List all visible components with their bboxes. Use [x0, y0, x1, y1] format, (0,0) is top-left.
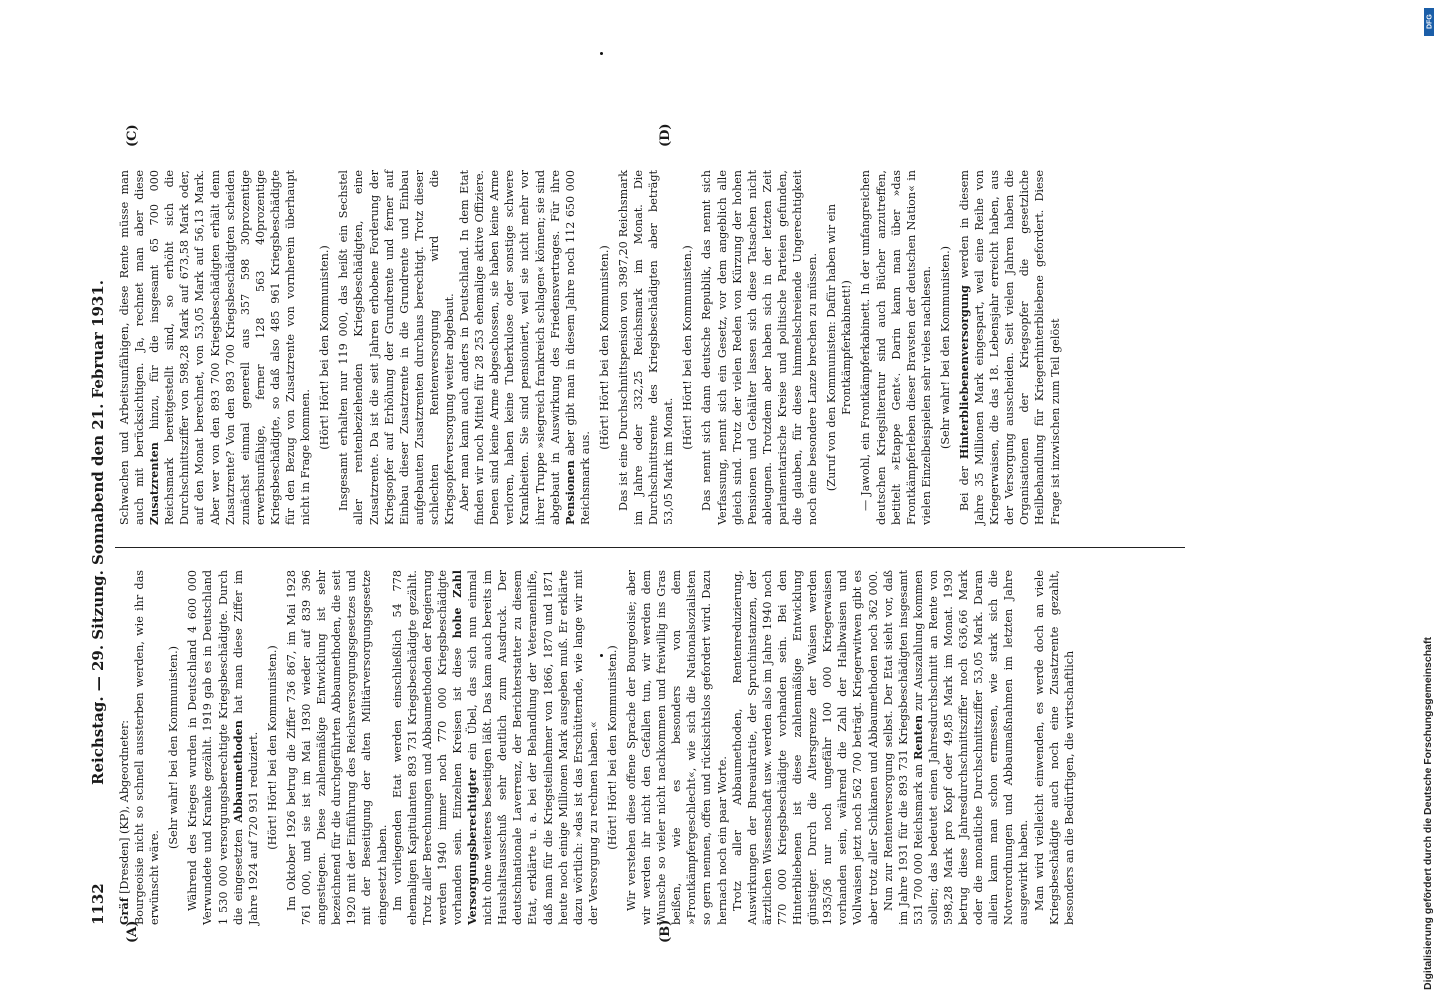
text-run: zur Auszahlung kommen sollen; das bedeutet einen Jahresdurchschnitt an Rente von 598,28 Mark pro Kopf oder 49,85 Mark im Monat. 1930 betrug diese Jahresdurchschnittsziffer noch 636,66 Mark oder die monatliche Durchschnittsziffer 53,05 Mark. Daran allein kann man schon ermessen, wie stark sich die Notverordnungen und Abbaumaßnahmen im letzten Jahre ausgewirkt haben. [911, 570, 1031, 925]
interjection: (Sehr wahr! bei den Kommunisten.) [167, 645, 181, 850]
paragraph [185, 570, 260, 925]
text-run: Nun zur Rentenversorgung selbst. Der Etat sieht vor, daß im Jahre 1931 für die 893 731 Kriegsbeschädigten insgesamt 531 700 000 Reichsmark an [881, 570, 925, 925]
text-run: hinzu, für die insgesamt 65 700 000 Reichsmark bereitgestellt sind, so erhöht sich die Durchschnittsziffer von 598,28 Mark auf 673,58 Mark oder, auf den Monat berechnet, von 53,05 Mark auf 56,13 Mark. Aber wer von den 893 700 Kriegsbeschädigten erhält denn Zusatzrente? Von den 893 700 Kriegsbeschädigten scheiden zunächst einmal generell aus 357 598 30prozentige erwerbsunfähige, ferner 128 563 40prozentige Kriegsbeschädigte, so daß also 485 961 Kriegsbeschädigte für den Bezug von Zusatzrente von vornherein überhaupt nicht in Frage kommen. [148, 170, 313, 525]
paragraph [390, 570, 601, 925]
text-run: Während des Krieges wurden in Deutschland 4 600 000 Verwundete und Kranke gezählt. 1919 gab es in Deutschland 1 530 000 versorgungsberechtigte Kriegsbeschädigte. Durch die eingesetzten [186, 570, 245, 925]
interjection: (Sehr wahr! bei den Kommunisten.) [938, 245, 952, 450]
text-run: aber gibt man in diesem Jahre noch 112 650 000 Reichsmark aus. [563, 170, 592, 525]
running-head [85, 95, 115, 925]
interjection: (Hört! Hört! bei den Kommunisten.) [681, 245, 695, 450]
margin-marker-d: (D) [658, 123, 673, 147]
emphasis: Pensionen [562, 460, 577, 525]
text-run: Schwachen und Arbeitsunfähigen, diese Rente müsse man auch mit berücksichtigen. Ja, rechnet man aber diese [118, 170, 147, 525]
margin-marker-c: (C) [125, 124, 140, 147]
paragraph [881, 570, 1032, 925]
text-run: Bei der [957, 459, 971, 511]
page-number: 1132 [89, 883, 107, 925]
margin-marker-b: (B) [658, 919, 673, 943]
speaker-suffix: [Dresden] (KP), Abgeordneter: [118, 719, 131, 898]
scan-speck [600, 654, 603, 657]
interjection: (Hört! Hört! bei den Kommunisten.) [597, 245, 611, 450]
interjection: (Zuruf von den Kommunisten: Dafür haben wir ein Frontkämpferkabinett!) [825, 203, 854, 492]
paragraph: Das nennt sich dann deutsche Republik, das nennt sich Verfassung, nennt sich ein Gesetz, vor dem angeblich alle gleich sind. Trotz der vielen Reden von Kürzung der hohen Pensionen und Gehälter lassen sich diese Tatsachen nicht ableugnen. Trotzdem aber haben sich in der letzten Zeit parlamentarische Kreise und politische Parteien gefunden, die glauben, für diese himmelschreiende Ungerechtigkeit noch eine besondere Lanze brechen zu müssen. [700, 170, 820, 525]
text-run: hat man diese Ziffer im Jahre 1924 auf 720 931 reduziert. [231, 569, 260, 925]
rotated-document-page [85, 95, 1195, 943]
paragraph [457, 170, 593, 525]
emphasis: Hinterbliebenenversorgung [956, 285, 971, 460]
paragraph: Im Oktober 1926 betrug die Ziffer 736 867, im Mai 1928 761 000, und sie ist im Mai 1930 wieder auf 839 396 angestiegen. Diese zahlenmäßige Entwicklung ist sehr bezeichnend für die durchgeführten Abbaumethoden, die seit 1920 mit der Einführung des Reichsversorgungsgesetzes und mit der Beseitigung der alten Militärversorgungsgesetze eingesetzt haben. [284, 570, 389, 925]
page-header-title: Reichstag. — 29. Sitzung. Sonnabend den 21. Februar 1931. [89, 279, 107, 785]
paragraph: Man wird vielleicht einwenden, es werde doch an viele Kriegsbeschädigte auch noch eine Zusatzrente gezahlt, besonders an die Bedürftigen, die wirtschaftlich [1032, 570, 1076, 925]
emphasis: Zusatzrenten [147, 442, 162, 525]
interjection: (Hört! Hört! bei den Kommunisten.) [605, 645, 619, 850]
paragraph: — Jawohl, ein Frontkämpferkabinett. In der umfangreichen deutschen Kriegsliteratur sind auch Bücher anzutreffen, betitelt »Etappe Gent«. Darin kann man über »das Frontkämpferleben dieser Bravsten der deutschen Nation« in vielen Einzelbeispielen sehr vieles nachlesen. [859, 170, 933, 525]
digitization-credit: Digitalisierung gefördert durch die Deutsche Forschungsgemeinschaft [1422, 637, 1434, 990]
paragraph [957, 170, 1063, 525]
text-run: ein Übel, das sich nun einmal nicht ohne weiteres beseitigen läßt. Das kam auch bereits im Haushaltsausschuß sehr deutlich zum Ausdruck. Der deutschnationale Laverrenz, der Berichterstatter zu diesem Etat, erklärte u. a. bei der Behandlung der Veteranenhilfe, daß man für die Kriegsteilnehmer von 1866, 1870 und 1871 heute noch einige Millionen Mark ausgeben muß. Er erklärte dazu wörtlich: »das ist das Erschütternde, wie lange wir mit der Versorgung zu rechnen haben.« [466, 570, 600, 925]
emphasis: Abbaumethoden [230, 720, 245, 823]
paragraph [117, 570, 132, 925]
dfg-logo: DFG [1424, 8, 1434, 36]
paragraph: Wir verstehen diese offene Sprache der Bourgeoisie; aber wir werden ihr nicht den Gefallen tun, wir werden dem Wunsche so vieler nicht nachkommen und freiwillig ins Gras beißen, wie es besonders von dem »Frontkämpfergeschlecht«, wie sich die Nationalsozialisten so gern nennen, offen und rücksichtslos gefordert wird. Dazu hernach noch ein paar Worte. [625, 570, 729, 925]
interjection: (Hört! Hört! bei den Kommunisten.) [265, 645, 279, 850]
paragraph: Trotz aller Abbaumethoden, Rentenreduzierung, Auswirkungen der Bureaukratie, der Spruchinstanzen, der ärztlichen Wissenschaft usw. werden also im Jahre 1940 noch 770 000 Kriegsbeschädigte vorhanden sein. Bei den Hinterbliebenen ist diese zahlenmäßige Entwicklung günstiger. Durch die Altersgrenze der Waisen werden 1935/36 nur noch ungefähr 100 000 Kriegerwaisen vorhanden sein, während die Zahl der Halbwaisen und Vollwaisen jetzt noch 562 700 beträgt. Kriegerwitwen gibt es aber trotz aller Schikanen und Abbaumethoden noch 362 000. [730, 570, 880, 925]
text-run: werden in diesem Jahre 35 Millionen Mark eingespart, weil eine Reihe von Kriegerwaisen, die das 18. Lebensjahr erreicht haben, aus der Versorgung ausscheiden. Seit vielen Jahren haben die Organisationen der Kriegsopfer die gesetzliche Heilbehandlung für Kriegerhinterbliebene gefordert. Diese Frage ist inzwischen zum Teil gelöst [957, 170, 1062, 525]
paragraph: Insgesamt erhalten nur 119 000, das heißt ein Sechstel aller rentenbeziehenden Kriegsbeschädigten, eine Zusatzrente. Da ist die seit Jahren erhobene Forderung der Kriegsopfer auf Erhöhung der Grundrente und ferner auf Einbau dieser Zusatzrente in die Grundrente und Einbau aufgebauten Zusatzrenten durchaus berechtigt. Trotz dieser schlechten Rentenversorgung wird die Kriegsopferversorgung weiter abgebaut. [337, 170, 456, 525]
column-divider [115, 547, 1185, 548]
left-column [117, 570, 1077, 925]
text-run: Aber man kann auch anders in Deutschland. In dem Etat finden wir noch Mittel für 28 253 ehemalige aktive Offiziere. Denen sind keine Arme abgeschossen, sie haben keine Arme verloren, haben keine Tuberkulose oder sonstige schwere Krankheiten. Sie sind pensioniert, weil sie nicht mehr vor ihrer Truppe »siegreich frankreich schlagen« können; sie sind abgebaut in Auswirkung des Friedensvertrages. Für ihre [458, 170, 562, 525]
right-column [117, 170, 1063, 525]
paragraph [117, 170, 313, 525]
margin-marker-a: (A) [125, 920, 140, 943]
text-run: Im vorliegenden Etat werden einschließlich 54 778 ehemaligen Kapitulanten 893 731 Kriegsbeschädigte gezählt. Trotz aller Berechnungen und Abbaumethoden der Regierung werden 1940 immer noch 770 000 Kriegsbeschädigte vorhanden sein. Einzelnen Kreisen ist diese [390, 570, 464, 925]
paragraph: Das ist eine Durchschnittspension von 3987,20 Reichsmark im Jahre oder 332,25 Reichsmark im Monat. Die Durchschnittsrente des Kriegsbeschädigten aber beträgt 53,05 Mark im Monat. [617, 170, 676, 525]
scan-speck [600, 52, 603, 55]
emphasis: hohe Zahl Versorgungsberechtigter [449, 569, 480, 925]
paragraph: Bourgeoisie nicht so schnell aussterben werden, wie ihr das erwünscht wäre. [133, 570, 162, 925]
interjection: (Hört! Hört! bei den Kommunisten.) [318, 245, 332, 450]
speaker-name: Gräf [117, 897, 131, 925]
emphasis: Renten [910, 714, 925, 760]
